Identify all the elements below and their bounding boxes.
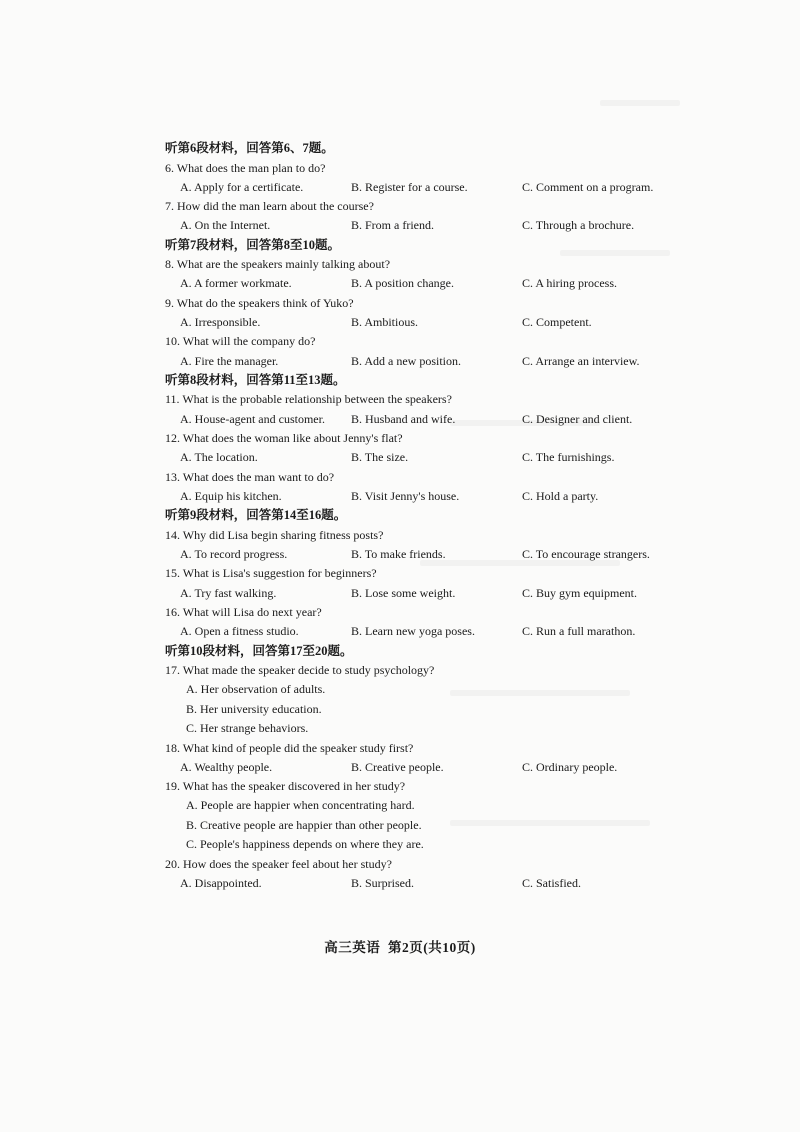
answer-option-c: C. Buy gym equipment. bbox=[522, 585, 637, 600]
answer-option-b: B. The size. bbox=[351, 450, 409, 465]
answer-option-b: B. Add a new position. bbox=[351, 353, 461, 368]
answer-option-b: B. Ambitious. bbox=[351, 315, 419, 330]
question-text: 10. What will the company do? bbox=[165, 334, 316, 349]
answer-option-a: A. Fire the manager. bbox=[180, 353, 279, 368]
question-text: 20. How does the speaker feel about her study? bbox=[165, 856, 392, 871]
bleed-through-mark bbox=[600, 100, 680, 106]
answer-option-a: A. Her observation of adults. bbox=[186, 682, 326, 697]
answer-option-b: B. To make friends. bbox=[351, 547, 446, 562]
answer-option-b: B. A position change. bbox=[351, 276, 454, 291]
answer-options bbox=[165, 758, 685, 777]
answer-option-b: B. Husband and wife. bbox=[351, 411, 456, 426]
answer-options bbox=[165, 487, 685, 506]
section-heading: 听第10段材料，回答第17至20题。 bbox=[165, 643, 353, 658]
answer-options bbox=[165, 448, 685, 467]
answer-option-a: A. House-agent and customer. bbox=[180, 411, 325, 426]
answer-options bbox=[165, 274, 685, 293]
answer-option-c: C. Designer and client. bbox=[522, 411, 633, 426]
answer-option-b: B. Surprised. bbox=[351, 875, 414, 890]
answer-option-c: C. Run a full marathon. bbox=[522, 624, 636, 639]
answer-option-b: B. Learn new yoga poses. bbox=[351, 624, 475, 639]
answer-option-a: A. Disappointed. bbox=[180, 875, 262, 890]
question-text: 9. What do the speakers think of Yuko? bbox=[165, 295, 354, 310]
answer-options bbox=[165, 410, 685, 429]
answer-option-b: B. Her university education. bbox=[186, 701, 322, 716]
answer-option-b: B. Creative people. bbox=[351, 759, 444, 774]
answer-option-c: C. To encourage strangers. bbox=[522, 547, 650, 562]
question-text: 18. What kind of people did the speaker study first? bbox=[165, 740, 414, 755]
answer-option-c: C. Satisfied. bbox=[522, 875, 581, 890]
answer-option-a: A. To record progress. bbox=[180, 547, 288, 562]
question-text: 12. What does the woman like about Jenny's flat? bbox=[165, 431, 403, 446]
answer-options bbox=[165, 216, 685, 235]
answer-option-c: C. The furnishings. bbox=[522, 450, 615, 465]
answer-option-b: B. Visit Jenny's house. bbox=[351, 488, 460, 503]
question-text: 14. Why did Lisa begin sharing fitness posts? bbox=[165, 527, 384, 542]
question-text: 11. What is the probable relationship between the speakers? bbox=[165, 392, 452, 407]
answer-option-c: C. Ordinary people. bbox=[522, 759, 618, 774]
answer-options bbox=[165, 178, 685, 197]
answer-option-a: A. Equip his kitchen. bbox=[180, 488, 282, 503]
question-text: 15. What is Lisa's suggestion for beginners? bbox=[165, 566, 377, 581]
question-text: 19. What has the speaker discovered in her study? bbox=[165, 779, 406, 794]
answer-option-b: B. Creative people are happier than other people. bbox=[186, 817, 422, 832]
answer-option-a: A. The location. bbox=[180, 450, 258, 465]
question-text: 8. What are the speakers mainly talking about? bbox=[165, 257, 391, 272]
section-heading: 听第9段材料，回答第14至16题。 bbox=[165, 508, 347, 523]
answer-option-c: C. Arrange an interview. bbox=[522, 353, 640, 368]
listening-questions bbox=[165, 139, 685, 893]
page-footer bbox=[0, 936, 800, 956]
answer-options bbox=[165, 352, 685, 371]
answer-option-a: A. Apply for a certificate. bbox=[180, 179, 304, 194]
answer-options bbox=[165, 313, 685, 332]
answer-option-b: B. Register for a course. bbox=[351, 179, 468, 194]
question-text: 6. What does the man plan to do? bbox=[165, 160, 326, 175]
answer-options bbox=[165, 874, 685, 893]
answer-option-a: A. Irresponsible. bbox=[180, 315, 261, 330]
footer-subject: 高三英语 bbox=[324, 940, 381, 955]
answer-option-a: A. Open a fitness studio. bbox=[180, 624, 299, 639]
answer-option-c: C. Comment on a program. bbox=[522, 179, 654, 194]
question-text: 13. What does the man want to do? bbox=[165, 469, 335, 484]
section-heading: 听第6段材料，回答第6、7题。 bbox=[165, 141, 334, 155]
answer-option-c: C. Through a brochure. bbox=[522, 218, 635, 233]
answer-option-a: A. Wealthy people. bbox=[180, 759, 273, 774]
answer-option-c: C. Competent. bbox=[522, 315, 592, 330]
question-text: 17. What made the speaker decide to study psychology? bbox=[165, 663, 435, 678]
footer-page-number: 第2页(共10页) bbox=[388, 940, 476, 955]
answer-option-a: A. Try fast walking. bbox=[180, 585, 277, 600]
question-text: 16. What will Lisa do next year? bbox=[165, 604, 322, 619]
answer-option-c: C. A hiring process. bbox=[522, 276, 617, 291]
answer-option-a: A. On the Internet. bbox=[180, 218, 271, 233]
answer-option-b: B. From a friend. bbox=[351, 218, 434, 233]
answer-options bbox=[165, 584, 685, 603]
answer-option-a: A. A former workmate. bbox=[180, 276, 292, 291]
answer-options bbox=[165, 545, 685, 564]
section-heading: 听第7段材料，回答第8至10题。 bbox=[165, 237, 341, 252]
answer-option-c: C. Her strange behaviors. bbox=[186, 721, 309, 736]
answer-options bbox=[165, 622, 685, 641]
answer-option-c: C. Hold a party. bbox=[522, 488, 599, 503]
answer-option-a: A. People are happier when concentrating hard. bbox=[186, 798, 415, 813]
section-heading: 听第8段材料，回答第11至13题。 bbox=[165, 372, 346, 387]
answer-option-c: C. People's happiness depends on where they are. bbox=[186, 837, 424, 852]
question-text: 7. How did the man learn about the course? bbox=[165, 199, 374, 214]
answer-option-b: B. Lose some weight. bbox=[351, 585, 456, 600]
